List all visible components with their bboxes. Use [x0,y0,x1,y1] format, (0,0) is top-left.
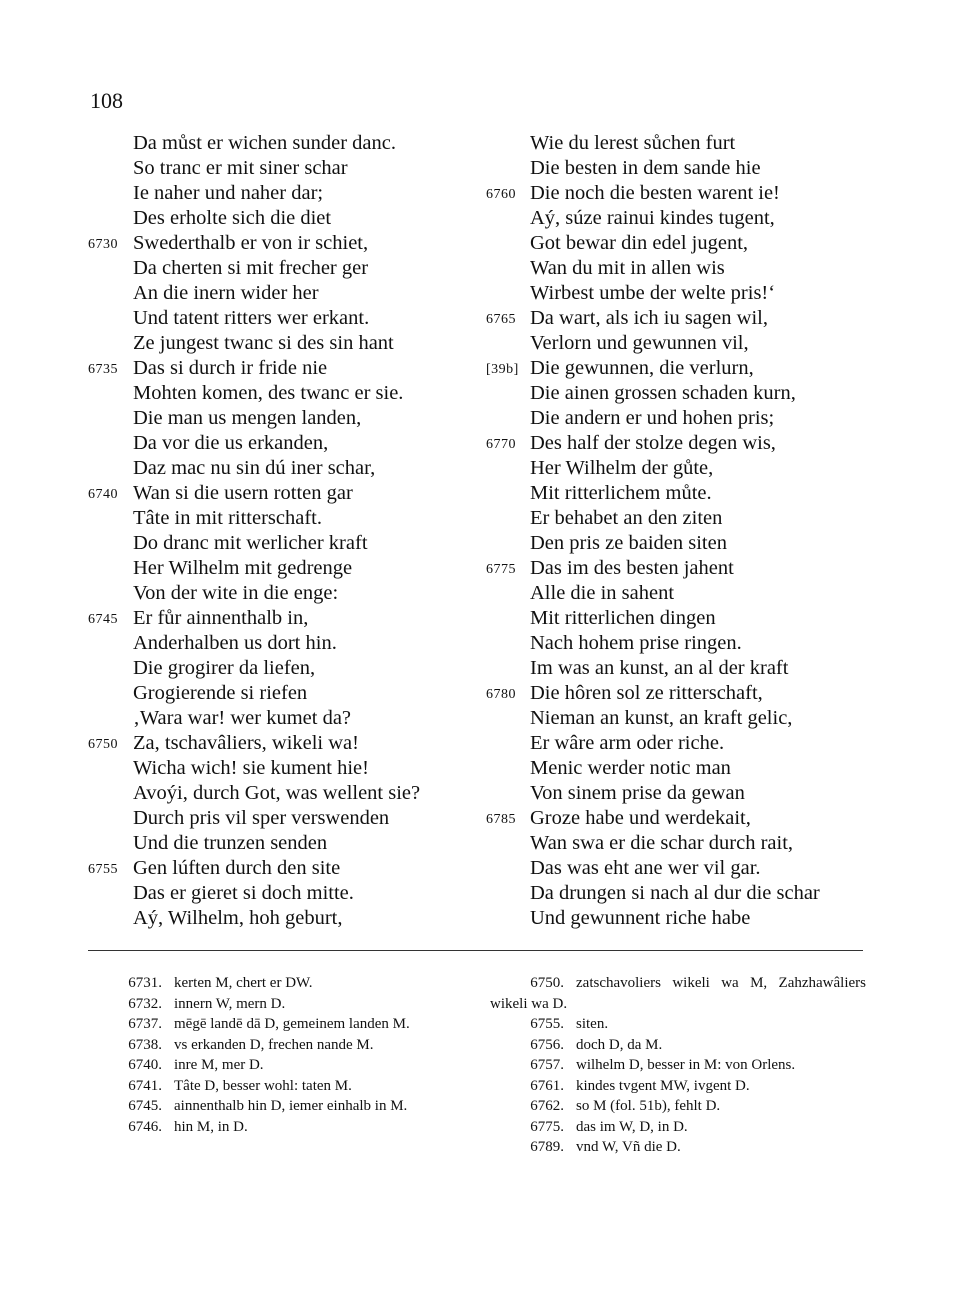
verse-line [486,306,886,331]
verse-line [88,731,488,756]
verse-text: Wan swa er die schar durch rait, [530,832,794,854]
verse-line [88,856,488,881]
verse-line [88,756,488,781]
footnote-divider [88,950,863,951]
verse-line [88,256,488,281]
verse-text: Des half der stolze degen wis, [530,432,776,454]
verse-text: Her Wilhelm der gůte, [530,457,714,479]
verse-text: Alle die in sahent [530,582,675,604]
footnote-number: 6756. [530,1036,564,1053]
footnote-number: 6738. [128,1036,162,1053]
verse-column-left [88,131,488,931]
footnote-text: so M (fol. 51b), fehlt D. [576,1098,721,1114]
footnote-number: 6741. [128,1077,162,1094]
verse-line [88,531,488,556]
verse-number: 6740 [88,487,118,502]
verse-number: 6730 [88,237,118,252]
verse-text: Da můst er wichen sunder danc. [133,132,396,154]
verse-line [88,381,488,406]
verse-line [486,381,886,406]
verse-text: Das si durch ir fride nie [133,357,328,379]
verse-line [88,631,488,656]
verse-line [486,831,886,856]
verse-text: Die man us mengen landen, [133,407,362,429]
verse-line [486,331,886,356]
verse-line [88,706,488,731]
verse-line [88,356,488,381]
footnote-text: inre M, mer D. [174,1057,264,1073]
verse-number: 6760 [486,187,516,202]
footnote [88,973,470,994]
verse-text: Do dranc mit werlicher kraft [133,532,368,554]
verse-line [486,756,886,781]
footnote-text: zatschavoliers wikeli wa M, Zahzhawâliers wikeli wa D. [490,975,866,1012]
verse-number: 6770 [486,437,516,452]
footnote-text: doch D, da M. [576,1036,663,1053]
verse-text: ‚Wara war! wer kumet da? [133,707,352,729]
verse-text: Und tatent ritters wer erkant. [133,307,370,329]
verse-text: Die hôren sol ze ritterschaft, [530,682,763,704]
verse-line [88,681,488,706]
verse-column-right [486,131,886,931]
footnote-text: wilhelm D, besser in M: von Orlens. [576,1057,796,1073]
footnote [490,1035,866,1056]
verse-text: Die besten in dem sande hie [530,157,761,179]
verse-line [486,181,886,206]
verse-line [486,556,886,581]
verse-text: Die ainen grossen schaden kurn, [530,382,796,404]
verse-text: Und die trunzen senden [133,832,328,854]
footnote-number: 6761. [530,1077,564,1094]
footnote [88,1096,470,1117]
verse-text: Mit ritterlichen dingen [530,607,716,629]
footnote-number: 6789. [530,1139,564,1155]
verse-text: Von der wite in die enge: [133,582,339,604]
verse-line [486,806,886,831]
verse-line [486,681,886,706]
verse-line [486,256,886,281]
verse-number: 6780 [486,687,516,702]
verse-text: Da drungen si nach al dur die schar [530,882,820,904]
verse-text: Menic werder notic man [530,757,731,779]
verse-text: An die inern wider her [133,282,319,304]
verse-text: Anderhalben us dort hin. [133,632,337,654]
verse-text: Got bewar din edel jugent, [530,232,749,254]
verse-line [88,806,488,831]
footnote-text: das im W, D, in D. [576,1118,688,1135]
verse-line [486,906,886,931]
footnote-number: 6745. [128,1098,162,1114]
footnote-text: ainnenthalb hin D, iemer einhalb in M. [174,1098,408,1114]
verse-text: Des erholte sich die diet [133,207,332,229]
verse-line [486,231,886,256]
verse-line [88,306,488,331]
verse-number: 6735 [88,362,118,377]
verse-text: Daz mac nu sin dú iner schar, [133,457,376,479]
footnote-text: kindes tvgent MW, ivgent D. [576,1077,750,1094]
footnote-text: innern W, mern D. [174,995,286,1012]
verse-line [486,356,886,381]
page-number: 108 [90,88,123,113]
verse-line [88,506,488,531]
verse-line [88,281,488,306]
verse-text: Wie du lerest sůchen furt [530,132,736,154]
verse-text: Verlorn und gewunnen vil, [530,332,749,354]
verse-line [486,631,886,656]
verse-text: Das er gieret si doch mitte. [133,882,354,904]
verse-text: Da wart, als ich iu sagen wil, [530,307,768,329]
verse-line [486,656,886,681]
verse-line [486,731,886,756]
footnote-text: vs erkanden D, frechen nande M. [174,1036,374,1053]
footnote-number: 6737. [128,1016,162,1032]
verse-text: Die gewunnen, die verlurn, [530,357,754,379]
footnote-number: 6757. [530,1057,564,1073]
verse-number: 6765 [486,312,516,327]
footnote-text: siten. [576,1016,609,1032]
verse-text: Den pris ze baiden siten [530,532,727,554]
verse-line [486,581,886,606]
footnote [490,1096,866,1117]
footnote [88,1055,470,1076]
verse-line [486,431,886,456]
verse-line [486,856,886,881]
verse-text: Avoýi, durch Got, was wellent sie? [133,782,421,804]
verse-number: 6755 [88,862,118,877]
verse-text: Da cherten si mit frecher ger [133,257,369,279]
verse-text: Von sinem prise da gewan [530,782,745,804]
footnote-text: mēgē landē dā D, gemeinem landen M. [174,1016,410,1032]
verse-text: Er wâre arm oder riche. [530,732,725,754]
verse-text: Gen lúften durch den site [133,857,341,879]
footnote-number: 6775. [530,1118,564,1135]
verse-line [486,881,886,906]
verse-text: Da vor die us erkanden, [133,432,329,454]
verse-text: Tâte in mit ritterschaft. [133,507,322,529]
verse-number: 6750 [88,737,118,752]
verse-text: Wicha wich! sie kument hie! [133,757,369,779]
verse-line [88,206,488,231]
verse-line [88,906,488,931]
verse-text: Die andern er und hohen pris; [530,407,775,429]
footnote [490,1076,866,1097]
verse-number: [39b] [486,362,519,377]
verse-line [486,481,886,506]
verse-line [88,406,488,431]
verse-text: Das was eht ane wer vil gar. [530,857,761,879]
verse-number: 6785 [486,812,516,827]
verse-text: Nieman an kunst, an kraft gelic, [530,707,793,729]
verse-line [88,156,488,181]
verse-line [88,556,488,581]
footnote-number: 6746. [128,1118,162,1135]
verse-text: Im was an kunst, an al der kraft [530,657,789,679]
verse-text: Groze habe und werdekait, [530,807,751,829]
verse-text: Mohten komen, des twanc er sie. [133,382,404,404]
footnote [490,1014,866,1035]
footnote [88,1014,470,1035]
verse-line [88,581,488,606]
footnote [490,1055,866,1076]
footnote-text: kerten M, chert er DW. [174,975,313,991]
footnote-number: 6732. [128,995,162,1012]
verse-line [486,456,886,481]
footnote-text: vnd W, Vñ die D. [576,1139,681,1155]
verse-line [486,206,886,231]
verse-text: Grogierende si riefen [133,682,308,704]
verse-text: Wirbest umbe der welte pris!‘ [530,282,776,304]
footnote [88,994,470,1015]
verse-text: Die noch die besten warent ie! [530,182,780,204]
verse-text: Er behabet an den ziten [530,507,723,529]
verse-text: Aý, Wilhelm, hoh geburt, [133,907,343,929]
verse-text: Za, tschavâliers, wikeli wa! [133,732,359,754]
verse-line [486,531,886,556]
footnote-number: 6762. [530,1098,564,1114]
verse-text: Durch pris vil sper verswenden [133,807,390,829]
verse-line [486,156,886,181]
verse-line [486,506,886,531]
footnotes-right [490,973,866,1158]
footnote [88,1035,470,1056]
verse-text: Her Wilhelm mit gedrenge [133,557,353,579]
verse-line [88,431,488,456]
footnotes-left [88,973,470,1137]
verse-text: Die grogirer da liefen, [133,657,316,679]
verse-line [88,331,488,356]
verse-line [88,231,488,256]
verse-line [88,881,488,906]
verse-line [486,406,886,431]
footnote-number: 6731. [128,975,162,991]
footnote [88,1117,470,1138]
footnote-number: 6750. [530,975,564,991]
verse-text: Das im des besten jahent [530,557,734,579]
footnote-text: hin M, in D. [174,1118,248,1135]
verse-line [88,181,488,206]
verse-text: Wan du mit in allen wis [530,257,725,279]
verse-number: 6745 [88,612,118,627]
verse-text: Ie naher und naher dar; [133,182,324,204]
footnote-number: 6740. [128,1057,162,1073]
verse-text: Wan si die usern rotten gar [133,482,353,504]
verse-line [486,281,886,306]
verse-text: Aý, súze rainui kindes tugent, [530,207,775,229]
verse-line [486,131,886,156]
footnote-text: Tâte D, besser wohl: taten M. [174,1077,352,1094]
footnote [490,1137,866,1158]
verse-line [88,131,488,156]
verse-text: Ze jungest twanc si des sin hant [133,332,394,354]
verse-line [88,656,488,681]
footnote [88,1076,470,1097]
verse-line [486,606,886,631]
footnote [490,1117,866,1138]
verse-line [88,781,488,806]
verse-text: Er fůr ainnenthalb in, [133,607,309,629]
verse-text: Nach hohem prise ringen. [530,632,742,654]
verse-text: So tranc er mit siner schar [133,157,348,179]
verse-line [88,606,488,631]
verse-text: Mit ritterlichem můte. [530,482,712,504]
footnote-number: 6755. [530,1016,564,1032]
verse-line [486,706,886,731]
verse-number: 6775 [486,562,516,577]
verse-text: Und gewunnent riche habe [530,907,751,929]
verse-line [486,781,886,806]
verse-text: Swederthalb er von ir schiet, [133,232,369,254]
verse-line [88,481,488,506]
footnote [490,973,866,1014]
verse-line [88,456,488,481]
verse-line [88,831,488,856]
